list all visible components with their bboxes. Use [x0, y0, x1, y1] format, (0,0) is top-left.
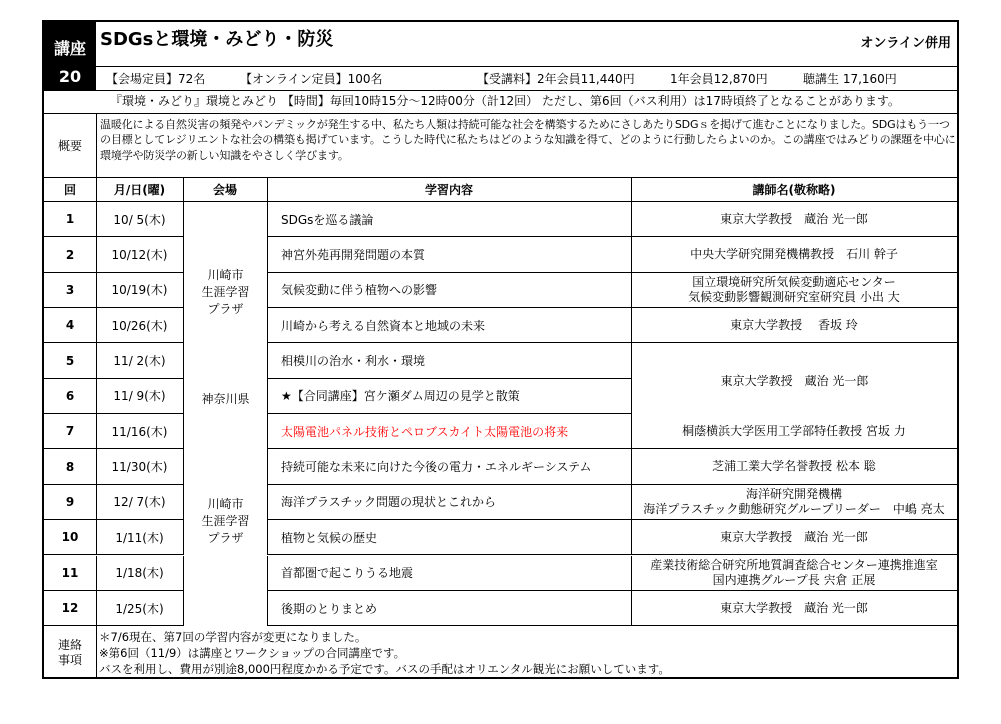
fee-one-year: 1年会員12,870円	[670, 72, 768, 86]
course-number-block	[44, 22, 96, 91]
session-topic: 神宮外苑再開発問題の本質	[281, 248, 426, 263]
fee-audit: 聴講生 17,160円	[803, 72, 897, 86]
lecturer-line: 海洋プラスチック動態研究グループリーダー 中嶋 亮太	[643, 501, 945, 516]
table-row	[44, 414, 957, 449]
session-date: 11/30(木)	[111, 460, 168, 475]
lecturer-line: 東京大学教授 蔵治 光一郎	[720, 600, 868, 615]
session-number: 11	[61, 565, 79, 580]
lecturer-line: 桐蔭横浜大学医用工学部特任教授 宮坂 力	[682, 423, 906, 438]
table-row	[44, 520, 957, 555]
lecturer-merged-5-6: 東京大学教授 蔵治 光一郎	[632, 346, 957, 416]
lecturer-line: 産業技術総合研究所地質調査総合センター連携推進室	[650, 557, 938, 572]
session-lecturer	[631, 308, 957, 342]
online-badge: オンライン併用	[860, 36, 951, 51]
session-topic: 川崎から考える自然資本と地域の未来	[281, 318, 486, 333]
summary-row	[44, 113, 957, 178]
session-number: 9	[65, 494, 75, 509]
lecturer-line: 国内連携グループ長 宍倉 正展	[712, 572, 876, 587]
table-header	[44, 178, 957, 202]
note-line: ※第6回（11/9）は講座とワークショップの合同講座です。	[99, 646, 406, 660]
session-lecturer	[631, 449, 957, 483]
session-number: 10	[61, 530, 79, 545]
session-lecturer	[631, 591, 957, 625]
table-row	[44, 556, 957, 591]
online-capacity: 【オンライン定員】100名	[240, 72, 383, 86]
notes-section	[44, 626, 957, 679]
table-row	[44, 237, 957, 272]
session-date: 10/26(木)	[111, 318, 168, 333]
session-lecturer	[631, 237, 957, 271]
notes-text	[99, 629, 670, 677]
session-number: 2	[65, 247, 75, 262]
session-date: 10/19(木)	[111, 283, 168, 298]
session-date: 1/11(木)	[115, 530, 164, 545]
header-no: 回	[63, 183, 76, 197]
lecturer-line: 中央大学研究開発機構教授 石川 幹子	[690, 247, 898, 262]
course-number: 20	[58, 67, 82, 86]
course-title: SDGsと環境・みどり・防災	[100, 29, 334, 50]
session-date: 1/25(木)	[115, 601, 164, 616]
info-line-time: 『環境・みどり』環境とみどり 【時間】毎回10時15分～12時00分（計12回） ただし、第6回（バス利用）は17時頃終了となることがあります。	[110, 94, 900, 108]
table-row	[44, 485, 957, 520]
session-topic: 後期のとりまとめ	[281, 601, 378, 616]
session-topic: 首都圏で起こりうる地震	[281, 566, 414, 581]
session-topic: 海洋プラスチック問題の現状とこれから	[281, 495, 497, 510]
session-number: 3	[65, 282, 75, 297]
session-number: 12	[61, 601, 79, 616]
session-date: 12/ 7(木)	[113, 495, 166, 510]
session-date: 11/16(木)	[111, 424, 168, 439]
venue-kanagawa: 神奈川県	[184, 382, 267, 416]
info-line-fees	[106, 70, 906, 88]
session-lecturer	[631, 556, 957, 590]
session-topic: 気候変動に伴う植物への影響	[281, 283, 438, 298]
session-lecturer	[631, 414, 957, 448]
session-topic: 相模川の治水・利水・環境	[281, 354, 426, 369]
venue-kawasaki-1: 川崎市 生涯学習 プラザ	[184, 203, 267, 381]
session-topic: ★【合同講座】宮ケ瀬ダム周辺の見学と散策	[281, 389, 520, 404]
table-row	[44, 591, 957, 626]
session-date: 11/ 2(木)	[113, 354, 166, 369]
session-topic: 太陽電池パネル技術とペロブスカイト太陽電池の将来	[281, 424, 569, 439]
venue-kawasaki-2: 川崎市 生涯学習 プラザ	[184, 417, 267, 626]
lecturer-line: 東京大学教授 香坂 玲	[730, 317, 858, 332]
note-line: バスを利用し、費用が別途8,000円程度かかる予定です。バスの手配はオリエンタル観光にお願いしています。	[99, 662, 670, 676]
lecturer-line: 東京大学教授 蔵治 光一郎	[720, 211, 868, 226]
header-date: 月/日(曜)	[113, 183, 166, 197]
session-date: 11/ 9(木)	[113, 389, 166, 404]
course-label: 講座	[53, 39, 86, 58]
note-line: ＊7/6現在、第7回の学習内容が変更になりました。	[99, 630, 367, 644]
lecturer-line: 芝浦工業大学名誉教授 松本 聡	[712, 459, 876, 474]
session-number: 7	[65, 424, 75, 439]
session-lecturer	[631, 485, 957, 519]
session-date: 1/18(木)	[115, 566, 164, 581]
session-date: 10/ 5(木)	[113, 212, 166, 227]
table-row	[44, 202, 957, 237]
lecturer-line: 海洋研究開発機構	[745, 486, 842, 501]
session-number: 4	[65, 318, 75, 333]
notes-label: 連絡 事項	[57, 637, 82, 667]
session-number: 8	[65, 459, 75, 474]
session-topic: 持続可能な未来に向けた今後の電力・エネルギーシステム	[281, 460, 592, 475]
lecturer-line: 国立環境研究所気候変動適応センター	[692, 274, 896, 289]
table-row	[44, 308, 957, 343]
course-sheet	[42, 20, 959, 679]
session-topic: SDGsを巡る議論	[281, 212, 374, 227]
session-lecturer	[631, 273, 957, 307]
summary-text: 温暖化による自然災害の頻発やパンデミックが発生する中、私たち人類は持続可能な社会を構築するためにさしあたりSDGｓを掲げて進むことになりました。SDGはもう一つの目標としてレジリエントな社会の構築も掲げています。こうした時代に私たちはどのような知識を得て、どのように行動したらよいのか。この講座ではみどりの課題を中心に環境学や防災学の新しい知識をやさしく学びます。	[100, 118, 956, 162]
lecturer-line: 気候変動影響観測研究室研究員 小出 大	[688, 289, 900, 304]
divider	[96, 90, 957, 91]
session-number: 1	[65, 212, 75, 227]
header-venue: 会場	[212, 183, 237, 197]
header-content: 学習内容	[424, 183, 473, 197]
session-number: 6	[65, 388, 75, 403]
session-lecturer	[631, 202, 957, 236]
summary-label: 概要	[57, 139, 82, 153]
venue-capacity: 【会場定員】72名	[106, 72, 206, 86]
lecturer-line: 東京大学教授 蔵治 光一郎	[720, 529, 868, 544]
table-row	[44, 449, 957, 484]
session-number: 5	[65, 353, 75, 368]
table-row	[44, 273, 957, 308]
session-topic: 植物と気候の歴史	[281, 530, 378, 545]
divider	[96, 66, 957, 67]
session-date: 10/12(木)	[111, 248, 168, 263]
fee-two-year: 【受講料】2年会員11,440円	[477, 72, 635, 86]
header-lecturer: 講師名(敬称略)	[752, 183, 836, 197]
session-lecturer	[631, 520, 957, 554]
